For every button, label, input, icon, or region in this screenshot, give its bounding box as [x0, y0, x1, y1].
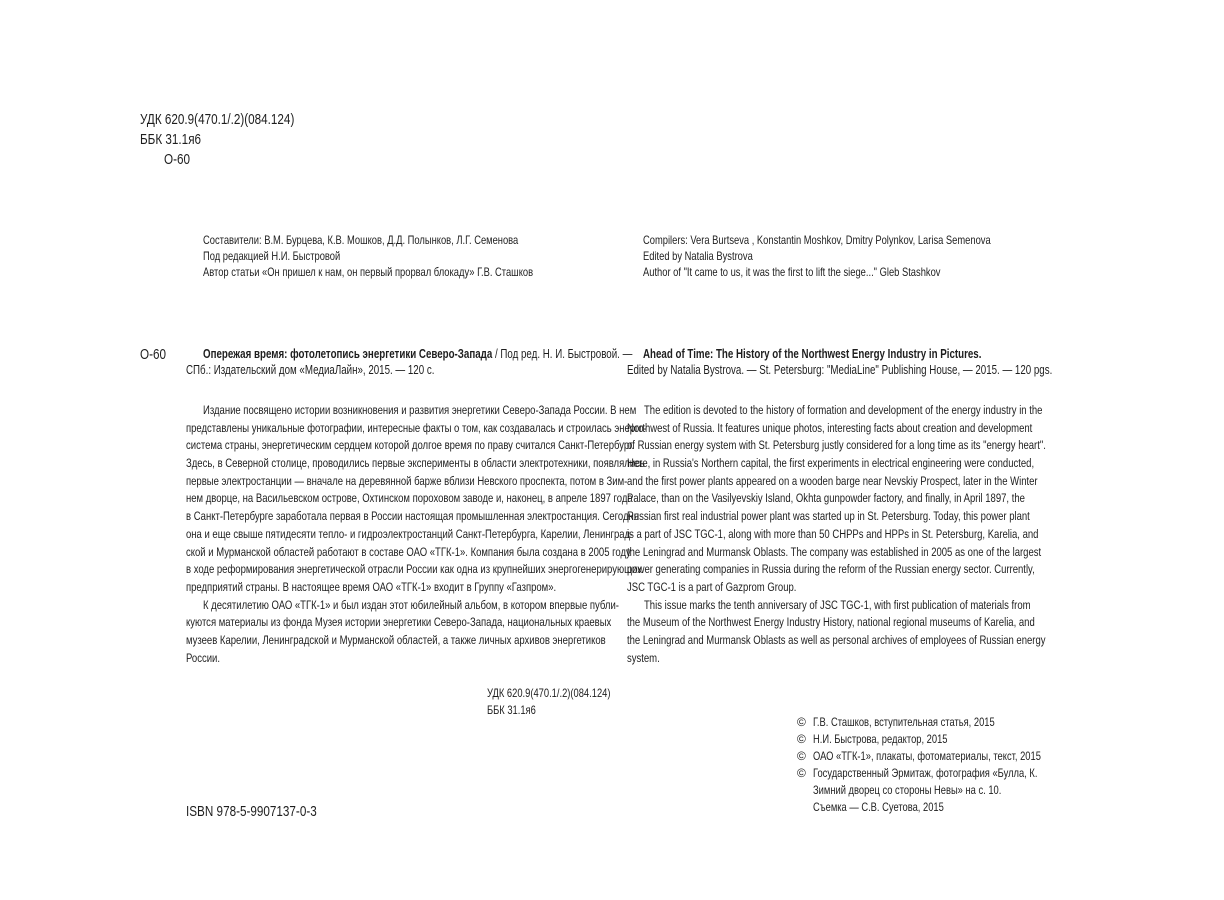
abstract-line	[186, 508, 639, 526]
abstract-line-text: Here, in Russia's Northern capital, the first experiments in electrical engineering were conducted,	[627, 456, 1035, 471]
abstract-line-text: This issue marks the tenth anniversary of JSC TGC-1, with first publication of materials from	[644, 597, 1031, 612]
abstract-line	[186, 561, 642, 579]
copyright-block	[797, 714, 1105, 816]
abstract-line	[627, 508, 1030, 526]
abstract-line-text: она и еще свыше пятидесяти тепло- и гидроэлектростанций Санкт-Петербурга, Карелии, Ленинград-	[186, 526, 634, 541]
copyright-text: ОАО «ТГК-1», плакаты, фотоматериалы, текст, 2015	[813, 749, 1041, 763]
bbk-code-bottom: ББК 31.1я6	[487, 702, 536, 717]
abstract-line	[627, 561, 1035, 579]
abstract-line	[186, 544, 631, 562]
author-sign-code: О-60	[164, 151, 191, 168]
bib-ru-line2	[186, 362, 505, 378]
copyright-text: Государственный Эрмитаж, фотография «Булла, К.	[813, 766, 1038, 780]
abstract-line	[627, 632, 1046, 650]
abstract-line-text: представлены уникальные фотографии, интересные факты о том, как создавалась и строилась энерго-	[186, 420, 647, 435]
copyright-row	[797, 799, 1105, 816]
copyright-row	[797, 782, 1105, 799]
abstract-line-text: is a part of JSC TGC-1, along with more than 50 CHPPs and HPPs in St. Petersburg, Karelia, and	[627, 526, 1039, 541]
abstract-line-text: Palace, than on the Vasilyevskiy Island, Okhta gunpowder factory, and finally, in April 1897, the	[627, 491, 1025, 506]
abstract-line-text: первые электростанции — вначале на деревянной барже вблизи Невского проспекта, потом в Зим-	[186, 473, 628, 488]
udk-code: УДК 620.9(470.1/.2)(084.124)	[140, 111, 295, 128]
copyright-row	[797, 714, 1105, 731]
credits-en-line: Author of "It came to us, it was the first to lift the siege..." Gleb Stashkov	[643, 265, 941, 279]
abstract-line	[627, 597, 1031, 615]
abstract-line	[186, 579, 602, 597]
udk-code-bottom: УДК 620.9(470.1/.2)(084.124)	[487, 686, 611, 700]
abstract-line	[186, 650, 602, 668]
abstract-line	[627, 473, 1038, 491]
abstract-line	[627, 437, 1046, 455]
udc-block-bottom	[487, 685, 645, 718]
copyright-text: Г.В. Сташков, вступительная статья, 2015	[813, 715, 995, 729]
abstract-line-text: Издание посвящено истории возникновения и развития энергетики Северо-Запада России. В нем	[203, 403, 637, 417]
abstract-line	[627, 614, 1035, 632]
copyright-icon	[797, 799, 813, 816]
bib-en-line2	[627, 362, 1172, 378]
credits-en	[643, 232, 1089, 280]
abstract-line-text: the Leningrad and Murmansk Oblasts as well as personal archives of employees of Russian energy	[627, 632, 1046, 647]
copyright-icon	[797, 782, 813, 799]
abstract-line	[627, 650, 1021, 668]
copyright-text: Съемка — С.В. Суетова, 2015	[813, 800, 944, 814]
abstract-line-text: JSC TGC-1 is a part of Gazprom Group.	[627, 579, 797, 594]
abstract-line-text: system.	[627, 650, 660, 665]
bib-en-publisher: Edited by Natalia Bystrova. — St. Petersburg: "MediaLine" Publishing House, — 2015. — 120 pgs.	[627, 363, 1053, 377]
abstract-line	[627, 544, 1042, 562]
abstract-line	[627, 490, 1025, 508]
abstract-line-text: of Russian energy system with St. Petersburg justly considered for a long time as its "energy heart".	[627, 438, 1046, 453]
abstract-line-text: музеев Карелии, Ленинградской и Мурманской областей, а также личных архивов энергетиков	[186, 632, 606, 647]
abstract-line-text: нем дворце, на Васильевском острове, Охтинском пороховом заводе и, наконец, в апреле 1897 года	[186, 491, 633, 506]
abstract-line	[627, 402, 1043, 420]
abstract-line	[186, 402, 637, 420]
abstract-line-text: the Museum of the Northwest Energy Industry History, national regional museums of Karelia, and	[627, 615, 1035, 630]
abstract-line	[186, 490, 633, 508]
bib-ru-editor: / Под ред. Н. И. Быстровой. —	[492, 347, 633, 361]
abstract-line	[186, 420, 647, 438]
abstract-line-text: Здесь, в Северной столице, проводились первые эксперименты в области электротехники, появлялись	[186, 456, 645, 471]
abstract-line	[186, 614, 612, 632]
credits-en-line: Compilers: Vera Burtseva , Konstantin Moshkov, Dmitry Polynkov, Larisa Semenova	[643, 233, 991, 247]
copyright-icon: ©	[797, 749, 806, 763]
abstract-line	[627, 526, 1039, 544]
abstract-line-text: в Санкт-Петербурге заработала первая в России настоящая промышленная электростанция. Сегодня	[186, 509, 639, 524]
abstract-line	[186, 455, 645, 473]
abstract-line-text: and the first power plants appeared on a wooden barge near Nevskiy Prospect, later in the Winter	[627, 473, 1038, 488]
copyright-icon: ©	[797, 766, 806, 780]
abstract-line-text: К десятилетию ОАО «ТГК-1» и был издан этот юбилейный альбом, в котором впервые публи-	[203, 597, 619, 612]
abstract-line-text: ской и Мурманской областей работают в составе ОАО «ТГК-1». Компания была создана в 2005 году	[186, 544, 631, 559]
bib-en-title: Ahead of Time: The History of the Northwest Energy Industry in Pictures.	[643, 347, 982, 361]
abstract-line-text: в ходе реформирования энергетической отрасли России как одна из крупнейших энергогенерирующих	[186, 562, 642, 577]
abstract-line	[627, 455, 1035, 473]
abstract-line	[186, 632, 606, 650]
abstract-line	[627, 420, 1033, 438]
abstract-line	[627, 579, 1021, 597]
bib-code: О-60	[140, 346, 167, 363]
copyright-text: Н.И. Быстрова, редактор, 2015	[813, 732, 948, 746]
abstract-line-text: Russian first real industrial power plant was started up in St. Petersburg. Today, this power plant	[627, 509, 1030, 524]
credits-ru-line: Под редакцией Н.И. Быстровой	[203, 249, 341, 263]
abstract-line-text: предприятий страны. В настоящее время ОАО «ТГК-1» входит в Группу «Газпром».	[186, 579, 557, 594]
abstract-line-text: России.	[186, 650, 220, 665]
copyright-icon: ©	[797, 732, 806, 746]
abstract-en	[627, 402, 1046, 667]
bbk-code: ББК 31.1я6	[140, 131, 202, 148]
abstract-line-text: power generating companies in Russia during the reform of the Russian energy sector. Currently,	[627, 562, 1035, 577]
copyright-text: Зимний дворец со стороны Невы» на с. 10.	[813, 783, 1002, 797]
udc-block-top	[140, 110, 338, 170]
credits-en-line: Edited by Natalia Bystrova	[643, 249, 753, 263]
abstract-line	[186, 526, 634, 544]
bib-ru-publisher: СПб.: Издательский дом «МедиаЛайн», 2015. — 120 с.	[186, 363, 435, 377]
copyright-row	[797, 765, 1105, 782]
abstract-line-text: система страны, энергетическим сердцем которой долгое время по праву считался Санкт-Петербург.	[186, 438, 635, 453]
abstract-line-text: The edition is devoted to the history of formation and development of the energy industry in the	[644, 403, 1043, 417]
abstract-line	[186, 473, 628, 491]
credits-ru-line: Составители: В.М. Бурцева, К.В. Мошков, Д.Д. Полынков, Л.Г. Семенова	[203, 233, 519, 247]
copyright-row	[797, 748, 1105, 765]
abstract-line-text: the Leningrad and Murmansk Oblasts. The company was established in 2005 as one of the largest	[627, 544, 1042, 559]
abstract-line-text: Northwest of Russia. It features unique photos, interesting facts about creation and development	[627, 420, 1033, 435]
abstract-line-text: куются материалы из фонда Музея истории энергетики Северо-Запада, национальных краевых	[186, 615, 612, 630]
abstract-line	[186, 437, 635, 455]
isbn: ISBN 978-5-9907137-0-3	[186, 803, 317, 820]
copyright-icon: ©	[797, 715, 806, 729]
bib-ru-title: Опережая время: фотолетопись энергетики Северо-Запада	[203, 347, 493, 361]
copyright-row	[797, 731, 1105, 748]
credits-ru	[203, 232, 626, 280]
bib-en-line1	[643, 346, 1077, 362]
credits-ru-line: Автор статьи «Он пришел к нам, он первый прорвал блокаду» Г.В. Сташков	[203, 265, 534, 279]
abstract-line	[186, 597, 619, 615]
